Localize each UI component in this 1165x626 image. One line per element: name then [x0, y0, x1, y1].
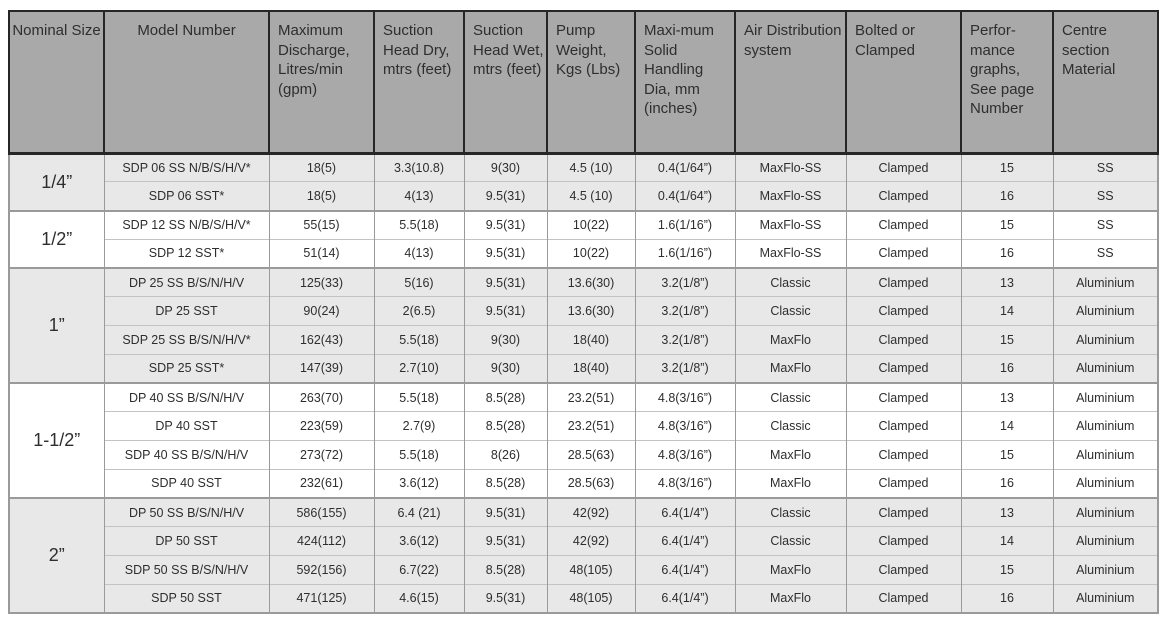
table-row — [9, 182, 1158, 211]
table-row — [9, 469, 1158, 498]
weight-cell: 18(40) — [547, 326, 635, 355]
material-cell: Aluminium — [1053, 556, 1158, 585]
header-cell-material: Centre section Material — [1053, 11, 1158, 153]
model-cell: DP 40 SS B/S/N/H/V — [104, 383, 269, 412]
suction-wet-cell: 9(30) — [464, 326, 547, 355]
table-row — [9, 412, 1158, 441]
page-cell: 16 — [961, 469, 1053, 498]
solid-cell: 0.4(1/64”) — [635, 182, 735, 211]
discharge-cell: 18(5) — [269, 182, 374, 211]
air-cell: MaxFlo — [735, 354, 846, 383]
bolted-cell: Clamped — [846, 211, 961, 240]
material-cell: Aluminium — [1053, 354, 1158, 383]
air-cell: MaxFlo — [735, 584, 846, 613]
discharge-cell: 55(15) — [269, 211, 374, 240]
material-cell: SS — [1053, 211, 1158, 240]
air-cell: MaxFlo-SS — [735, 211, 846, 240]
suction-wet-cell: 9.5(31) — [464, 297, 547, 326]
suction-wet-cell: 9.5(31) — [464, 182, 547, 211]
weight-cell: 10(22) — [547, 239, 635, 268]
material-cell: SS — [1053, 153, 1158, 182]
air-cell: MaxFlo-SS — [735, 182, 846, 211]
weight-cell: 4.5 (10) — [547, 182, 635, 211]
suction-wet-cell: 9.5(31) — [464, 239, 547, 268]
header-cell-nominal: Nominal Size — [9, 11, 104, 153]
suction-dry-cell: 5.5(18) — [374, 326, 464, 355]
suction-dry-cell: 4(13) — [374, 239, 464, 268]
solid-cell: 0.4(1/64”) — [635, 153, 735, 182]
bolted-cell: Clamped — [846, 584, 961, 613]
model-cell: SDP 40 SS B/S/N/H/V — [104, 441, 269, 470]
page-cell: 16 — [961, 354, 1053, 383]
bolted-cell: Clamped — [846, 556, 961, 585]
solid-cell: 4.8(3/16”) — [635, 441, 735, 470]
table-row — [9, 584, 1158, 613]
page-cell: 16 — [961, 584, 1053, 613]
material-cell: SS — [1053, 239, 1158, 268]
material-cell: Aluminium — [1053, 498, 1158, 527]
page-cell: 13 — [961, 498, 1053, 527]
weight-cell: 18(40) — [547, 354, 635, 383]
weight-cell: 42(92) — [547, 527, 635, 556]
solid-cell: 3.2(1/8”) — [635, 297, 735, 326]
air-cell: Classic — [735, 527, 846, 556]
air-cell: MaxFlo — [735, 441, 846, 470]
discharge-cell: 147(39) — [269, 354, 374, 383]
table-row — [9, 239, 1158, 268]
model-cell: SDP 25 SST* — [104, 354, 269, 383]
header-cell-air: Air Distribution system — [735, 11, 846, 153]
suction-dry-cell: 6.7(22) — [374, 556, 464, 585]
suction-dry-cell: 5.5(18) — [374, 211, 464, 240]
solid-cell: 4.8(3/16”) — [635, 383, 735, 412]
discharge-cell: 424(112) — [269, 527, 374, 556]
air-cell: Classic — [735, 383, 846, 412]
air-cell: Classic — [735, 297, 846, 326]
discharge-cell: 18(5) — [269, 153, 374, 182]
header-row — [9, 11, 1158, 153]
model-cell: SDP 50 SST — [104, 584, 269, 613]
material-cell: Aluminium — [1053, 527, 1158, 556]
suction-wet-cell: 8.5(28) — [464, 383, 547, 412]
model-cell: SDP 12 SST* — [104, 239, 269, 268]
suction-wet-cell: 8.5(28) — [464, 469, 547, 498]
model-cell: SDP 06 SST* — [104, 182, 269, 211]
model-cell: DP 50 SST — [104, 527, 269, 556]
suction-dry-cell: 3.6(12) — [374, 469, 464, 498]
weight-cell: 4.5 (10) — [547, 153, 635, 182]
bolted-cell: Clamped — [846, 268, 961, 297]
suction-dry-cell: 6.4 (21) — [374, 498, 464, 527]
model-cell: SDP 12 SS N/B/S/H/V* — [104, 211, 269, 240]
header-cell-solid: Maxi-mum Solid Handling Dia, mm (inches) — [635, 11, 735, 153]
solid-cell: 6.4(1/4”) — [635, 527, 735, 556]
model-cell: SDP 06 SS N/B/S/H/V* — [104, 153, 269, 182]
table-row — [9, 211, 1158, 240]
nominal-size-cell: 1/4” — [9, 153, 104, 211]
air-cell: Classic — [735, 412, 846, 441]
material-cell: Aluminium — [1053, 326, 1158, 355]
bolted-cell: Clamped — [846, 153, 961, 182]
bolted-cell: Clamped — [846, 383, 961, 412]
solid-cell: 6.4(1/4”) — [635, 498, 735, 527]
discharge-cell: 162(43) — [269, 326, 374, 355]
discharge-cell: 232(61) — [269, 469, 374, 498]
bolted-cell: Clamped — [846, 441, 961, 470]
material-cell: Aluminium — [1053, 383, 1158, 412]
solid-cell: 3.2(1/8”) — [635, 326, 735, 355]
model-cell: DP 40 SST — [104, 412, 269, 441]
suction-dry-cell: 5.5(18) — [374, 383, 464, 412]
suction-wet-cell: 8.5(28) — [464, 412, 547, 441]
suction-wet-cell: 9(30) — [464, 354, 547, 383]
bolted-cell: Clamped — [846, 354, 961, 383]
suction-dry-cell: 2.7(9) — [374, 412, 464, 441]
discharge-cell: 586(155) — [269, 498, 374, 527]
suction-dry-cell: 2.7(10) — [374, 354, 464, 383]
page-cell: 16 — [961, 182, 1053, 211]
table-row — [9, 268, 1158, 297]
header-cell-discharge: Maximum Discharge, Litres/min (gpm) — [269, 11, 374, 153]
table-row — [9, 441, 1158, 470]
solid-cell: 1.6(1/16”) — [635, 211, 735, 240]
nominal-size-cell: 1/2” — [9, 211, 104, 269]
page-cell: 14 — [961, 412, 1053, 441]
page-cell: 15 — [961, 153, 1053, 182]
discharge-cell: 273(72) — [269, 441, 374, 470]
discharge-cell: 471(125) — [269, 584, 374, 613]
solid-cell: 6.4(1/4”) — [635, 584, 735, 613]
header-cell-page: Perfor-mance graphs, See page Number — [961, 11, 1053, 153]
discharge-cell: 51(14) — [269, 239, 374, 268]
page-cell: 13 — [961, 268, 1053, 297]
weight-cell: 23.2(51) — [547, 412, 635, 441]
suction-wet-cell: 9.5(31) — [464, 268, 547, 297]
table-header — [9, 11, 1158, 153]
page-cell: 15 — [961, 441, 1053, 470]
material-cell: SS — [1053, 182, 1158, 211]
table-row — [9, 326, 1158, 355]
weight-cell: 28.5(63) — [547, 469, 635, 498]
suction-dry-cell: 5.5(18) — [374, 441, 464, 470]
bolted-cell: Clamped — [846, 412, 961, 441]
discharge-cell: 90(24) — [269, 297, 374, 326]
model-cell: SDP 50 SS B/S/N/H/V — [104, 556, 269, 585]
weight-cell: 48(105) — [547, 584, 635, 613]
bolted-cell: Clamped — [846, 182, 961, 211]
table-row — [9, 354, 1158, 383]
air-cell: MaxFlo-SS — [735, 239, 846, 268]
page-cell: 16 — [961, 239, 1053, 268]
header-cell-model: Model Number — [104, 11, 269, 153]
header-cell-suction_dry: Suction Head Dry, mtrs (feet) — [374, 11, 464, 153]
model-cell: SDP 25 SS B/S/N/H/V* — [104, 326, 269, 355]
bolted-cell: Clamped — [846, 326, 961, 355]
weight-cell: 42(92) — [547, 498, 635, 527]
material-cell: Aluminium — [1053, 584, 1158, 613]
air-cell: MaxFlo — [735, 469, 846, 498]
solid-cell: 3.2(1/8”) — [635, 354, 735, 383]
table-body — [9, 153, 1158, 613]
page-cell: 14 — [961, 527, 1053, 556]
table-row — [9, 527, 1158, 556]
solid-cell: 6.4(1/4”) — [635, 556, 735, 585]
material-cell: Aluminium — [1053, 412, 1158, 441]
material-cell: Aluminium — [1053, 268, 1158, 297]
table-row — [9, 297, 1158, 326]
discharge-cell: 125(33) — [269, 268, 374, 297]
suction-dry-cell: 5(16) — [374, 268, 464, 297]
suction-dry-cell: 4(13) — [374, 182, 464, 211]
nominal-size-cell: 1” — [9, 268, 104, 383]
table-row — [9, 153, 1158, 182]
air-cell: Classic — [735, 498, 846, 527]
weight-cell: 13.6(30) — [547, 268, 635, 297]
air-cell: MaxFlo — [735, 556, 846, 585]
weight-cell: 23.2(51) — [547, 383, 635, 412]
header-cell-bolted: Bolted or Clamped — [846, 11, 961, 153]
model-cell: DP 25 SST — [104, 297, 269, 326]
page-cell: 14 — [961, 297, 1053, 326]
model-cell: SDP 40 SST — [104, 469, 269, 498]
air-cell: MaxFlo-SS — [735, 153, 846, 182]
solid-cell: 4.8(3/16”) — [635, 469, 735, 498]
suction-wet-cell: 9.5(31) — [464, 584, 547, 613]
bolted-cell: Clamped — [846, 527, 961, 556]
solid-cell: 4.8(3/16”) — [635, 412, 735, 441]
page-cell: 13 — [961, 383, 1053, 412]
bolted-cell: Clamped — [846, 239, 961, 268]
bolted-cell: Clamped — [846, 498, 961, 527]
nominal-size-cell: 2” — [9, 498, 104, 613]
table-row — [9, 498, 1158, 527]
discharge-cell: 592(156) — [269, 556, 374, 585]
page-cell: 15 — [961, 556, 1053, 585]
model-cell: DP 25 SS B/S/N/H/V — [104, 268, 269, 297]
table-row — [9, 383, 1158, 412]
suction-dry-cell: 4.6(15) — [374, 584, 464, 613]
suction-wet-cell: 9(30) — [464, 153, 547, 182]
suction-wet-cell: 9.5(31) — [464, 211, 547, 240]
bolted-cell: Clamped — [846, 469, 961, 498]
page-cell: 15 — [961, 211, 1053, 240]
suction-wet-cell: 8.5(28) — [464, 556, 547, 585]
bolted-cell: Clamped — [846, 297, 961, 326]
weight-cell: 28.5(63) — [547, 441, 635, 470]
weight-cell: 10(22) — [547, 211, 635, 240]
material-cell: Aluminium — [1053, 469, 1158, 498]
nominal-size-cell: 1-1/2” — [9, 383, 104, 498]
discharge-cell: 223(59) — [269, 412, 374, 441]
suction-wet-cell: 9.5(31) — [464, 527, 547, 556]
suction-dry-cell: 2(6.5) — [374, 297, 464, 326]
material-cell: Aluminium — [1053, 441, 1158, 470]
discharge-cell: 263(70) — [269, 383, 374, 412]
air-cell: Classic — [735, 268, 846, 297]
suction-wet-cell: 8(26) — [464, 441, 547, 470]
material-cell: Aluminium — [1053, 297, 1158, 326]
solid-cell: 1.6(1/16”) — [635, 239, 735, 268]
page-cell: 15 — [961, 326, 1053, 355]
weight-cell: 48(105) — [547, 556, 635, 585]
model-cell: DP 50 SS B/S/N/H/V — [104, 498, 269, 527]
header-cell-suction_wet: Suction Head Wet, mtrs (feet) — [464, 11, 547, 153]
air-cell: MaxFlo — [735, 326, 846, 355]
suction-dry-cell: 3.3(10.8) — [374, 153, 464, 182]
pump-spec-table — [8, 10, 1159, 614]
weight-cell: 13.6(30) — [547, 297, 635, 326]
header-cell-weight: Pump Weight, Kgs (Lbs) — [547, 11, 635, 153]
suction-wet-cell: 9.5(31) — [464, 498, 547, 527]
solid-cell: 3.2(1/8”) — [635, 268, 735, 297]
suction-dry-cell: 3.6(12) — [374, 527, 464, 556]
table-row — [9, 556, 1158, 585]
